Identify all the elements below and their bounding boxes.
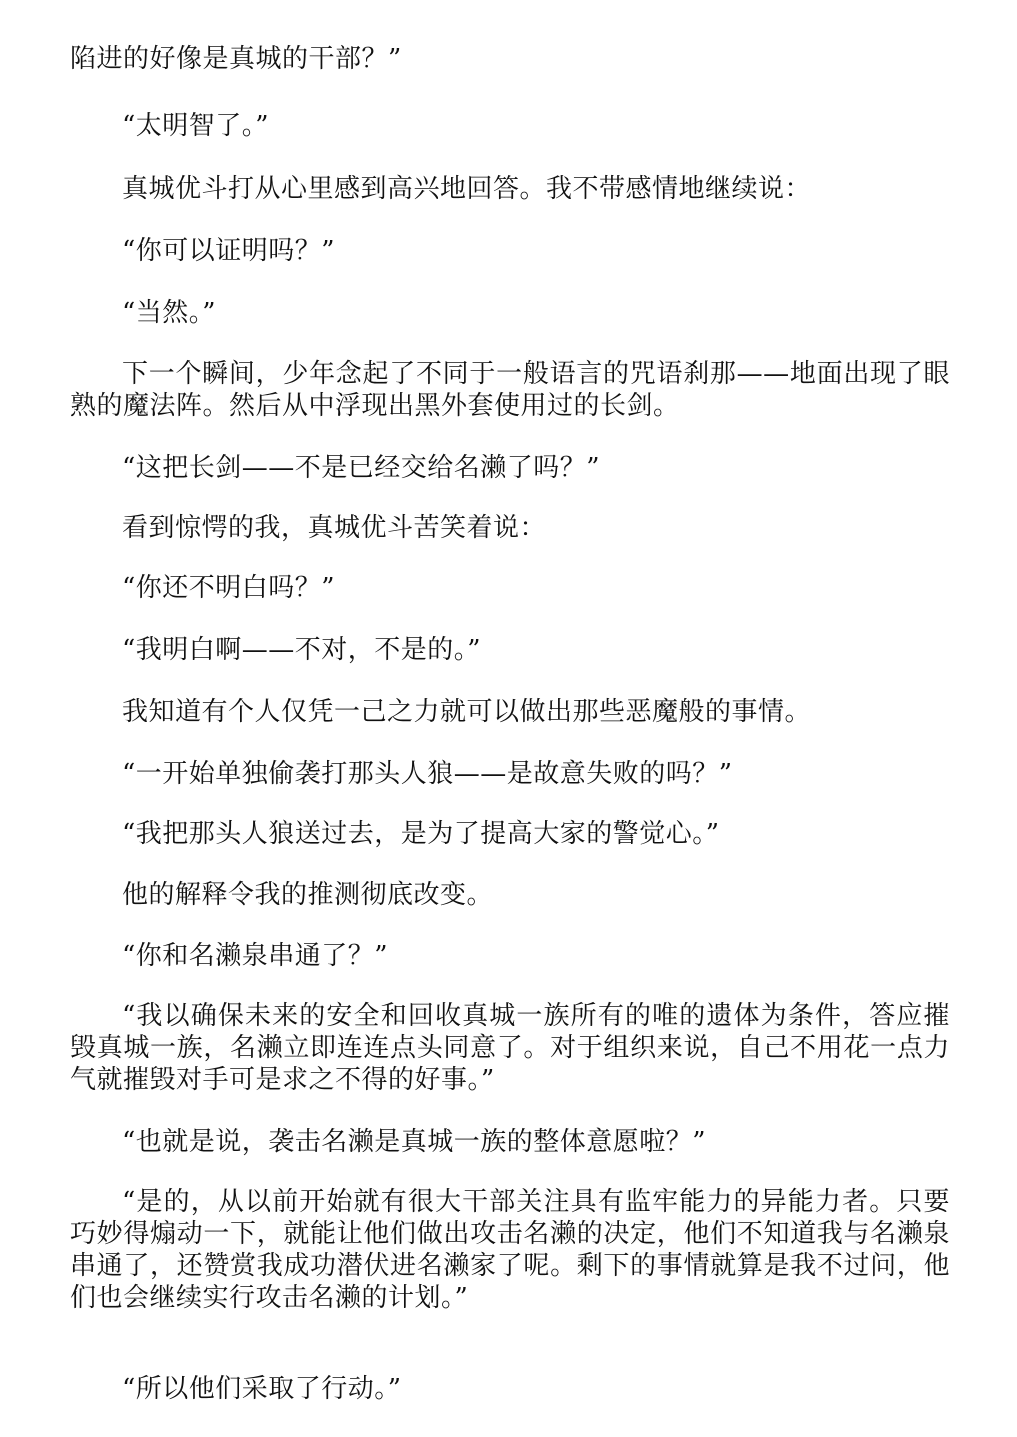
paragraph-13: “我把那头人狼送过去，是为了提高大家的警觉心。”	[122, 819, 720, 849]
paragraph-8: 看到惊愕的我，真城优斗苦笑着说：	[122, 513, 547, 543]
paragraph-10: “我明白啊——不对，不是的。”	[122, 635, 482, 665]
paragraph-12: “一开始单独偷袭打那头人狼——是故意失败的吗？”	[122, 759, 733, 789]
paragraph-1: 陷进的好像是真城的干部？”	[70, 44, 402, 74]
paragraph-6: 下一个瞬间，少年念起了不同于一般语言的咒语刹那——地面出现了眼熟的魔法阵。然后从中浮现出黑外套使用过的长剑。	[70, 359, 950, 421]
paragraph-16: “我以确保未来的安全和回收真城一族所有的唯的遗体为条件，答应摧毁真城一族，名濑立即连连点头同意了。对于组织来说，自己不用花一点力气就摧毁对手可是求之不得的好事。”	[70, 1001, 950, 1095]
paragraph-2: “太明智了。”	[122, 111, 270, 141]
paragraph-4: “你可以证明吗？”	[122, 236, 336, 266]
paragraph-14: 他的解释令我的推测彻底改变。	[122, 880, 494, 910]
paragraph-15: “你和名濑泉串通了？”	[122, 941, 389, 971]
paragraph-5: “当然。”	[122, 298, 217, 328]
paragraph-9: “你还不明白吗？”	[122, 573, 336, 603]
paragraph-17: “也就是说，袭击名濑是真城一族的整体意愿啦？”	[122, 1127, 707, 1157]
paragraph-11: 我知道有个人仅凭一己之力就可以做出那些恶魔般的事情。	[122, 697, 812, 727]
paragraph-19: “所以他们采取了行动。”	[122, 1374, 402, 1404]
paragraph-7: “这把长剑——不是已经交给名濑了吗？”	[122, 453, 601, 483]
paragraph-3: 真城优斗打从心里感到高兴地回答。我不带感情地继续说：	[122, 174, 812, 204]
paragraph-18: “是的，从以前开始就有很大干部关注具有监牢能力的异能力者。只要巧妙得煽动一下，就能让他们做出攻击名濑的决定，他们不知道我与名濑泉串通了，还赞赏我成功潜伏进名濑家了呢。剩下的事情就算是我不过问，他们也会继续实行攻击名濑的计划。”	[70, 1187, 950, 1313]
